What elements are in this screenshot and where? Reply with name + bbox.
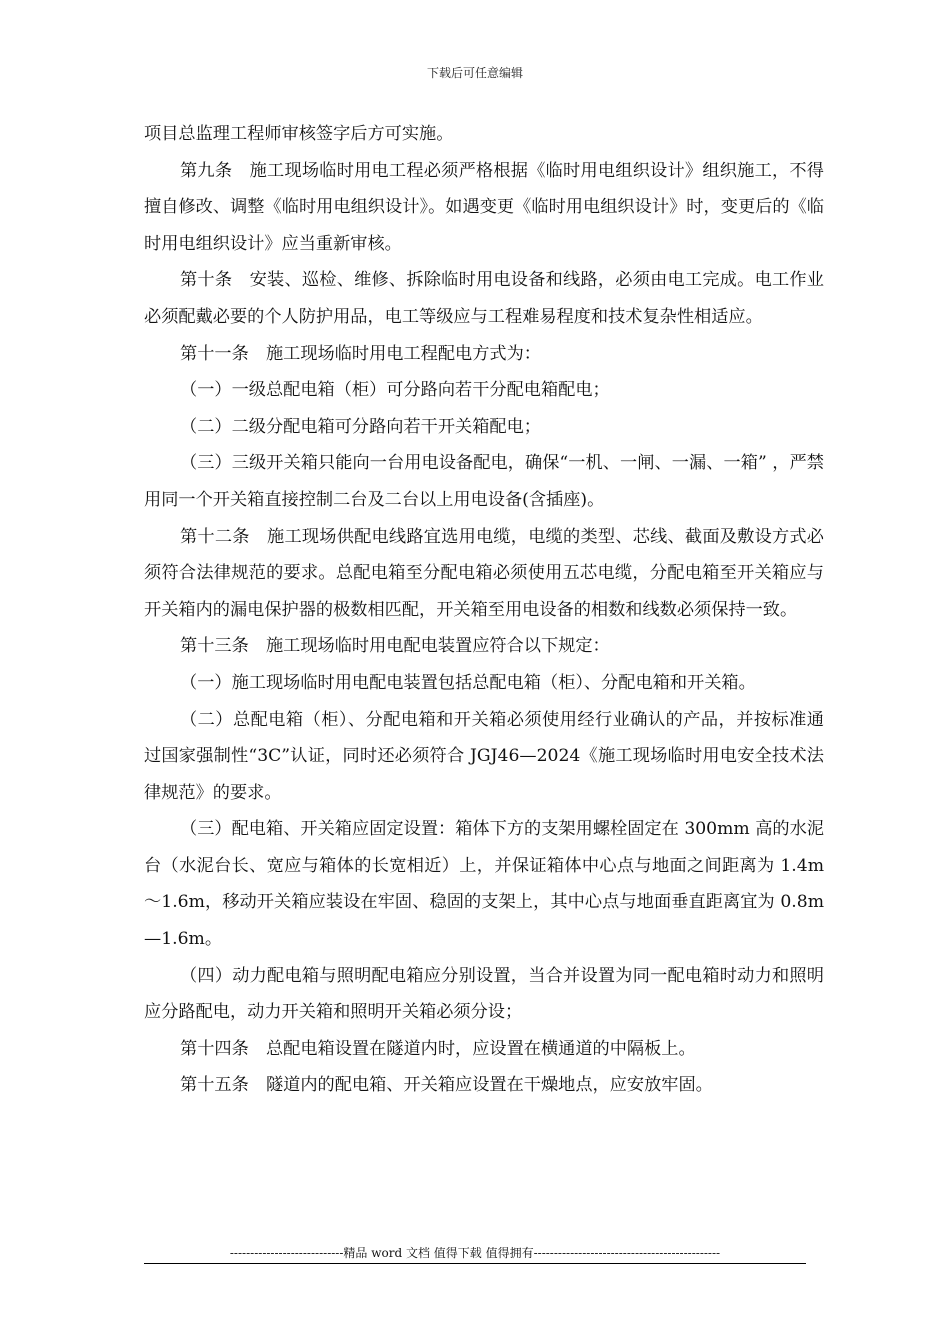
paragraph: 第十三条 施工现场临时用电配电装置应符合以下规定： bbox=[180, 636, 610, 657]
paragraph: （三）配电箱、开关箱应固定设置：箱体下方的支架用螺栓固定在 300mm 高的水泥台（水泥台长、宽应与箱体的长宽相近）上，并保证箱体中心点与地面之间距离为 1.4m～1.6m，移动开关箱应装设在牢固、稳固的支架上，其中心点与地面垂直距离宜为 0.8m—1.6m。 bbox=[144, 819, 824, 950]
paragraph: （一）施工现场临时用电配电装置包括总配电箱（柜）、分配电箱和开关箱。 bbox=[180, 672, 756, 693]
document-body bbox=[144, 116, 824, 1104]
paragraph: （一）一级总配电箱（柜）可分路向若干分配电箱配电； bbox=[180, 380, 610, 401]
paragraph: 第十五条 隧道内的配电箱、开关箱应设置在干燥地点，应安放牢固。 bbox=[180, 1075, 713, 1096]
paragraph: 项目总监理工程师审核签字后方可实施。 bbox=[144, 124, 454, 144]
footer-rule bbox=[144, 1263, 806, 1264]
paragraph: （二）二级分配电箱可分路向若干开关箱配电； bbox=[180, 416, 541, 437]
paragraph: 第十一条 施工现场临时用电工程配电方式为： bbox=[180, 343, 541, 364]
page-footer: ----------------------------精品 word 文档 值得下载 值得拥有---------------------------------------------- bbox=[229, 1246, 721, 1260]
paragraph: 第十条 安装、巡检、维修、拆除临时用电设备和线路，必须由电工完成。电工作业必须配戴必要的个人防护用品，电工等级应与工程难易程度和技术复杂性相适应。 bbox=[144, 270, 824, 327]
paragraph: （二）总配电箱（柜）、分配电箱和开关箱必须使用经行业确认的产品，并按标准通过国家强制性“3C”认证，同时还必须符合 JGJ46—2024《施工现场临时用电安全技术法律规范》的要求。 bbox=[144, 709, 824, 803]
paragraph: （四）动力配电箱与照明配电箱应分别设置，当合并设置为同一配电箱时动力和照明应分路配电，动力开关箱和照明开关箱必须分设； bbox=[144, 965, 824, 1023]
page-header: 下载后可任意编辑 bbox=[426, 66, 523, 80]
paragraph: 第十四条 总配电箱设置在隧道内时，应设置在横通道的中隔板上。 bbox=[180, 1038, 696, 1059]
paragraph: 第十二条 施工现场供配电线路宜选用电缆，电缆的类型、芯线、截面及敷设方式必须符合法律规范的要求。总配电箱至分配电箱必须使用五芯电缆，分配电箱至开关箱应与开关箱内的漏电保护器的极数相匹配，开关箱至用电设备的相数和线数必须保持一致。 bbox=[144, 526, 824, 620]
paragraph: 第九条 施工现场临时用电工程必须严格根据《临时用电组织设计》组织施工，不得擅自修改、调整《临时用电组织设计》。如遇变更《临时用电组织设计》时，变更后的《临时用电组织设计》应当重新审核。 bbox=[144, 160, 824, 254]
paragraph: （三）三级开关箱只能向一台用电设备配电，确保“一机、一闸、一漏、一箱” ，严禁用同一个开关箱直接控制二台及二台以上用电设备(含插座)。 bbox=[144, 453, 824, 510]
